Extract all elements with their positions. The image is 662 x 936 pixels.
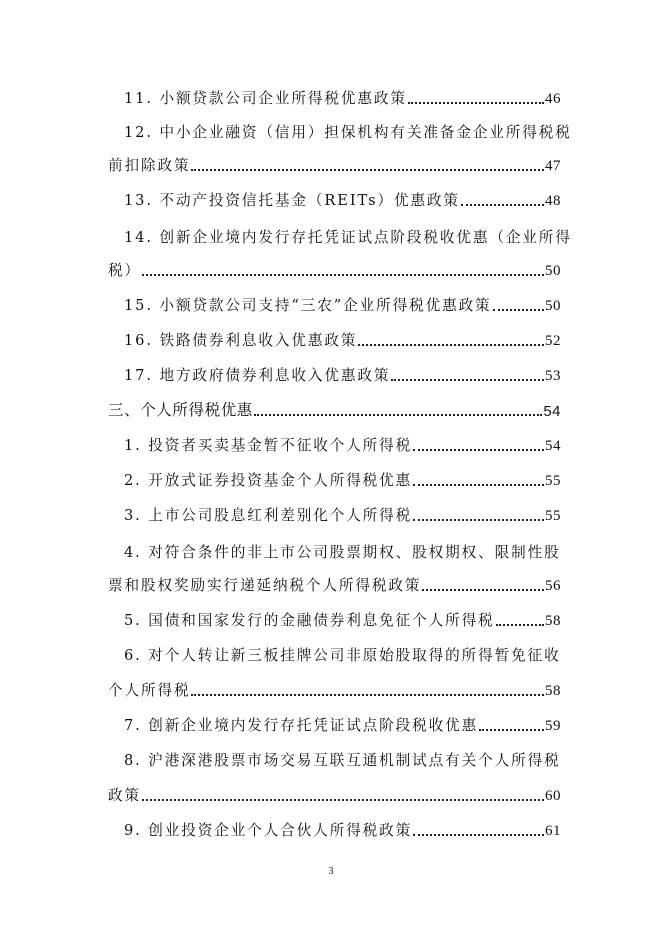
dot-leader xyxy=(358,338,544,346)
toc-entry-page: 52 xyxy=(545,333,561,349)
toc-entry[interactable] xyxy=(124,643,561,665)
toc-section-heading[interactable] xyxy=(108,398,561,420)
dot-leader xyxy=(413,513,544,521)
toc-entry-title: 3. 上市公司股息红利差别化个人所得税 xyxy=(124,507,413,524)
toc-entry-title: 16. 铁路债券利息收入优惠政策 xyxy=(124,332,358,349)
toc-entry-page: 55 xyxy=(545,473,561,489)
dot-leader xyxy=(493,303,544,311)
toc-entry-title: 个人所得税 xyxy=(108,682,191,699)
dot-leader xyxy=(191,163,544,171)
dot-leader xyxy=(191,688,544,696)
toc-entry-page: 54 xyxy=(543,403,561,420)
toc-entry-continuation[interactable] xyxy=(108,258,561,280)
dot-leader xyxy=(408,96,544,104)
toc-entry-title: 9. 创业投资企业个人合伙人所得税政策 xyxy=(124,822,413,839)
toc-entry[interactable] xyxy=(124,433,561,455)
toc-entry-title: 8. 沪港深港股票市场交易互联互通机制试点有关个人所得税 xyxy=(124,752,561,769)
toc-entry-page: 53 xyxy=(545,368,561,384)
toc-entry[interactable] xyxy=(124,608,561,630)
toc-entry[interactable] xyxy=(124,363,561,385)
dot-leader xyxy=(413,478,544,486)
toc-entry-title: 17. 地方政府债券利息收入优惠政策 xyxy=(124,367,391,384)
toc-entry-continuation[interactable] xyxy=(108,678,561,700)
toc-entry-page: 46 xyxy=(545,91,561,107)
toc-entry-page: 61 xyxy=(545,823,561,839)
toc-entry-continuation[interactable] xyxy=(108,573,561,595)
toc-entry-page: 58 xyxy=(545,613,561,629)
dot-leader xyxy=(142,268,544,276)
toc-entry-title: 前扣除政策 xyxy=(108,157,191,174)
toc-entry-title: 7. 创新企业境内发行存托凭证试点阶段税收优惠 xyxy=(124,717,479,734)
toc-entry-page: 58 xyxy=(545,683,561,699)
toc-entry[interactable] xyxy=(124,120,572,142)
dot-leader xyxy=(254,408,542,416)
toc-entry-page: 55 xyxy=(545,508,561,524)
toc-entry-title: 15. 小额贷款公司支持“三农”企业所得税优惠政策 xyxy=(124,297,492,314)
toc-entry-title: 税） xyxy=(108,262,141,279)
toc-entry[interactable] xyxy=(124,225,572,247)
toc-entry[interactable] xyxy=(124,86,561,108)
toc-entry-page: 50 xyxy=(545,263,561,279)
toc-entry[interactable] xyxy=(124,328,561,350)
toc-entry-continuation[interactable] xyxy=(108,153,561,175)
toc-entry[interactable] xyxy=(124,818,561,840)
toc-entry[interactable] xyxy=(124,713,561,735)
dot-leader xyxy=(422,583,544,591)
toc-entry-title: 6. 对个人转让新三板挂牌公司非原始股取得的所得暂免征收 xyxy=(124,647,561,664)
toc-entry[interactable] xyxy=(124,293,561,315)
toc-entry-title: 票和股权奖励实行递延纳税个人所得税政策 xyxy=(108,577,422,594)
toc-entry-title: 14. 创新企业境内发行存托凭证试点阶段税收优惠（企业所得 xyxy=(124,229,572,246)
dot-leader xyxy=(496,618,544,626)
toc-entry-title: 12. 中小企业融资（信用）担保机构有关准备金企业所得税税 xyxy=(124,124,572,141)
toc-entry-page: 48 xyxy=(545,193,561,209)
toc-entry[interactable] xyxy=(124,503,561,525)
toc-entry[interactable] xyxy=(124,468,561,490)
toc-section-title: 三、个人所得税优惠 xyxy=(108,401,253,419)
dot-leader xyxy=(479,723,544,731)
toc-entry-title: 4. 对符合条件的非上市公司股票期权、股权期权、限制性股 xyxy=(124,544,561,561)
toc-entry-page: 59 xyxy=(545,718,561,734)
toc-entry-continuation[interactable] xyxy=(108,783,561,805)
toc-entry-title: 11. 小额贷款公司企业所得税优惠政策 xyxy=(124,90,407,107)
toc-entry-title: 2. 开放式证券投资基金个人所得税优惠 xyxy=(124,472,413,489)
toc-entry[interactable] xyxy=(124,748,561,770)
toc-entry-page: 47 xyxy=(545,158,561,174)
toc-entry-page: 50 xyxy=(545,298,561,314)
dot-leader xyxy=(142,793,544,801)
toc-entry-title: 13. 不动产投资信托基金（REITs）优惠政策 xyxy=(124,192,460,209)
toc-entry-page: 56 xyxy=(545,578,561,594)
dot-leader xyxy=(413,443,544,451)
dot-leader xyxy=(461,198,544,206)
toc-entry-page: 54 xyxy=(545,438,561,454)
page-number: 3 xyxy=(328,866,334,877)
dot-leader xyxy=(413,828,544,836)
toc-entry-page: 60 xyxy=(545,788,561,804)
toc-entry[interactable] xyxy=(124,540,561,562)
toc-entry-title: 政策 xyxy=(108,787,141,804)
toc-entry[interactable] xyxy=(124,188,561,210)
toc-entry-title: 1. 投资者买卖基金暂不征收个人所得税 xyxy=(124,437,413,454)
toc-entry-title: 5. 国债和国家发行的金融债券利息免征个人所得税 xyxy=(124,612,495,629)
dot-leader xyxy=(391,373,544,381)
